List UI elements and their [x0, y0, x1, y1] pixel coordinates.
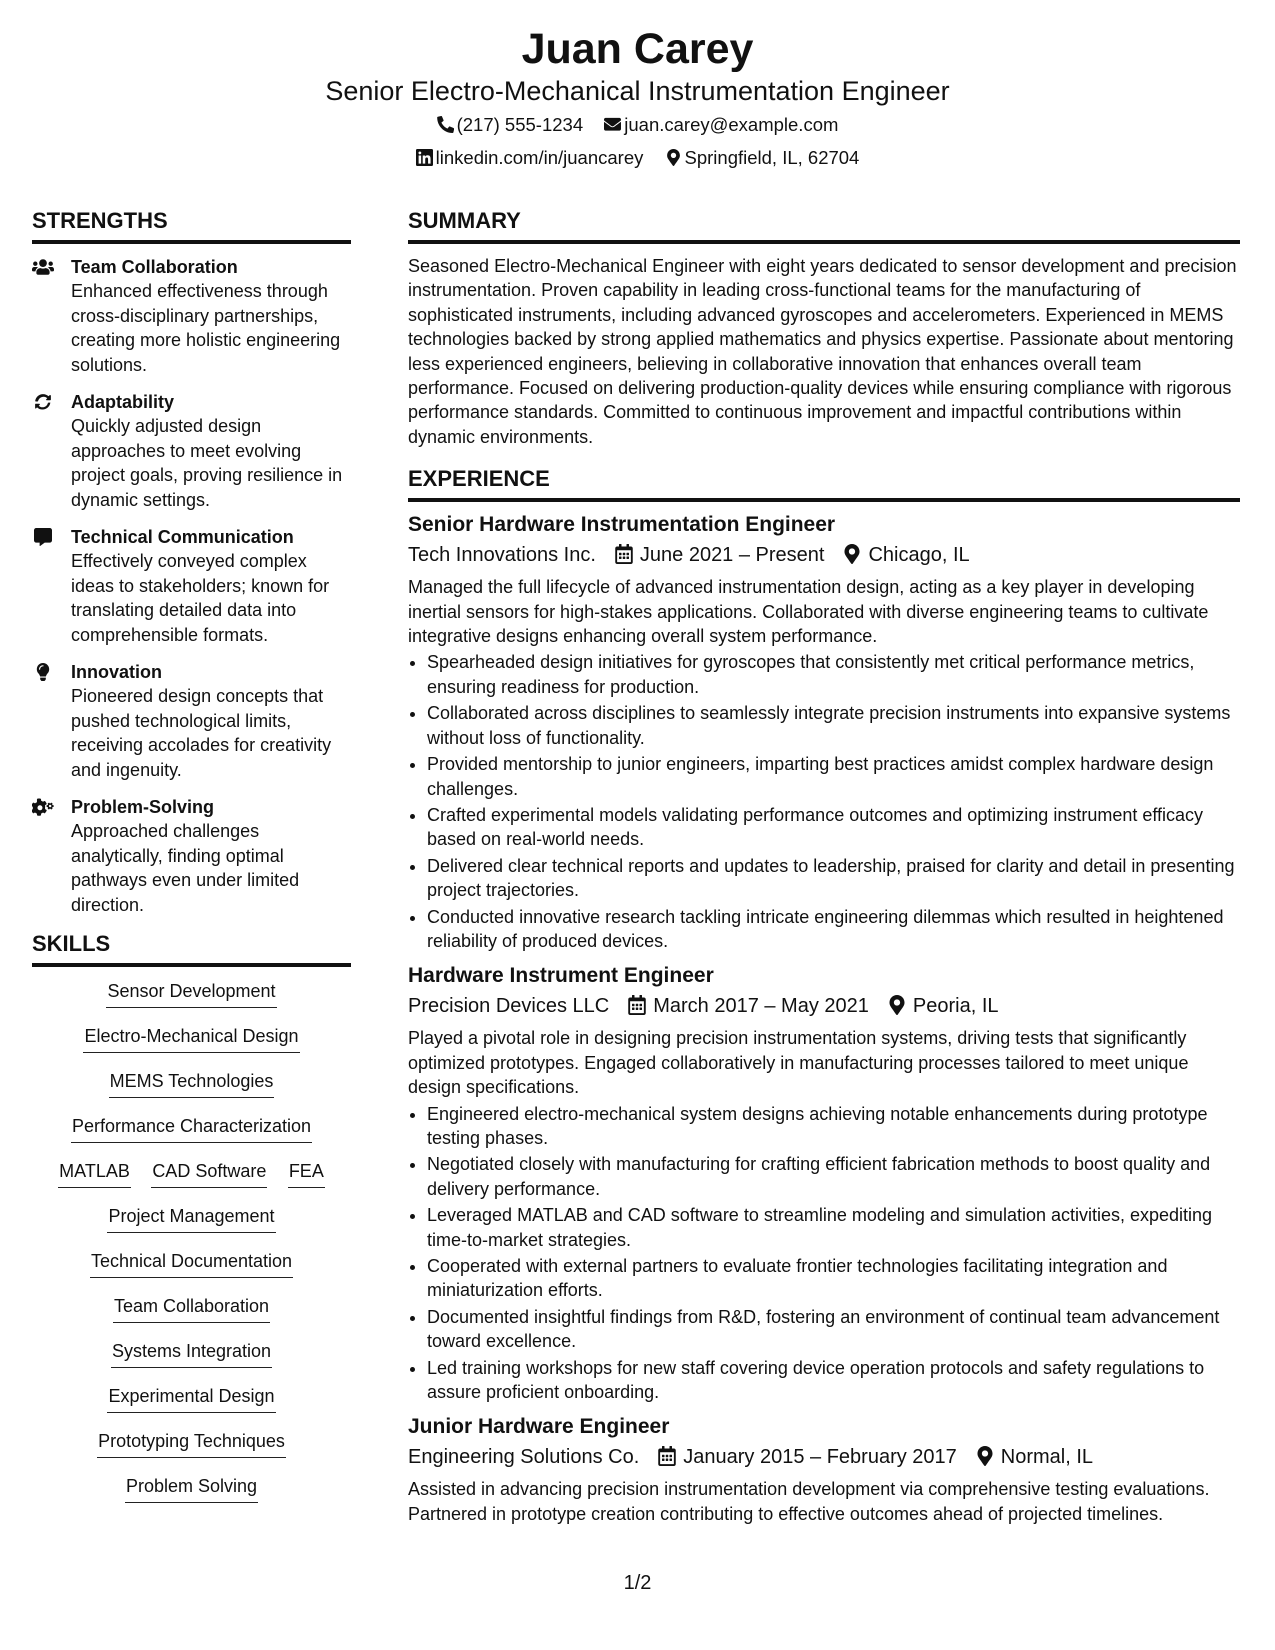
strength-title: Team Collaboration [71, 257, 238, 277]
skill-tag: Performance Characterization [71, 1114, 312, 1143]
job-meta [408, 991, 1240, 1021]
phone-text: (217) 555-1234 [456, 114, 584, 135]
job-title: Senior Hardware Instrumentation Engineer [408, 513, 836, 537]
job-entry [408, 1412, 1240, 1526]
candidate-name: Juan Carey [521, 25, 754, 73]
job-title: Junior Hardware Engineer [408, 1415, 670, 1439]
contact-row-2 [0, 146, 1275, 170]
skill-tag: Project Management [107, 1204, 275, 1233]
skill-tag: MATLAB [58, 1159, 131, 1188]
skill-tag: Technical Documentation [90, 1249, 293, 1278]
skills-section [32, 930, 351, 1519]
email-contact[interactable] [604, 113, 838, 137]
calendar-icon [657, 1445, 677, 1465]
strengths-list [32, 255, 351, 917]
job-dates: June 2021 – Present [639, 544, 825, 567]
summary-heading: SUMMARY [408, 207, 1240, 244]
bullet-item: • Cooperated with external partners to evaluate frontier technologies facilitating integration and miniaturization efforts. [427, 1254, 1240, 1303]
job-description: Assisted in advancing precision instrumentation development via comprehensive testing evaluations. Partnered in prototype creation contributing to effective outcomes ahead of projected timelines. [408, 1479, 1210, 1524]
strength-item [32, 525, 351, 647]
location-contact [665, 146, 860, 170]
linkedin-contact[interactable] [416, 146, 644, 170]
job-company: Precision Devices LLC [408, 995, 610, 1018]
map-marker-icon [842, 543, 862, 563]
strength-desc: Enhanced effectiveness through cross-disciplinary partnerships, creating more holistic engineering solutions. [71, 281, 341, 375]
strength-item [32, 795, 351, 917]
job-company: Tech Innovations Inc. [408, 544, 596, 567]
page-number: 1/2 [623, 1572, 652, 1594]
bullet-item: • Leveraged MATLAB and CAD software to streamline modeling and simulation activities, expediting time-to-market strategies. [427, 1203, 1240, 1252]
job-description: Played a pivotal role in designing precision instrumentation systems, driving tests that significantly optimized prototypes. Engaged collaboratively in manufacturing processes tailored to meet unique design specifications. [408, 1028, 1189, 1098]
job-bullets [408, 650, 1240, 953]
bullet-item: • Engineered electro-mechanical system designs achieving notable enhancements during prototype testing phases. [427, 1102, 1240, 1151]
job-entry [408, 510, 1240, 953]
phone-contact[interactable] [437, 113, 584, 137]
skill-tag: Prototyping Techniques [97, 1429, 286, 1458]
skill-tag: Systems Integration [111, 1339, 272, 1368]
strength-desc: Approached challenges analytically, finding optimal pathways even under limited direction. [71, 821, 300, 915]
job-location: Chicago, IL [868, 544, 970, 567]
bullet-item: • Delivered clear technical reports and updates to leadership, praised for clarity and detail in presenting project trajectories. [427, 854, 1240, 903]
sync-icon [32, 393, 54, 411]
map-marker-icon [975, 1445, 995, 1465]
bullet-item: • Conducted innovative research tackling intricate engineering dilemmas which resulted in heightened reliability of produced devices. [427, 905, 1240, 954]
strengths-heading: STRENGTHS [32, 207, 351, 244]
linkedin-text: linkedin.com/in/juancarey [435, 147, 644, 168]
bullet-item: • Led training workshops for new staff covering device operation protocols and safety regulations to assure proficient onboarding. [427, 1356, 1240, 1405]
users-icon [32, 258, 54, 276]
skill-tag: CAD Software [151, 1159, 267, 1188]
map-marker-icon [665, 149, 682, 166]
job-location: Normal, IL [1000, 1446, 1094, 1469]
candidate-headline: Senior Electro-Mechanical Instrumentation Engineer [325, 76, 950, 106]
skill-tag: Problem Solving [125, 1474, 258, 1503]
skills-list [32, 979, 351, 1519]
strength-desc: Quickly adjusted design approaches to meet evolving project goals, proving resilience in dynamic settings. [71, 416, 343, 510]
skills-heading: SKILLS [32, 930, 351, 967]
job-dates: March 2017 – May 2021 [653, 995, 869, 1018]
skill-tag: FEA [288, 1159, 325, 1188]
cogs-icon [32, 798, 54, 816]
job-location: Peoria, IL [912, 995, 999, 1018]
strength-desc: Pioneered design concepts that pushed technological limits, receiving accolades for creativity and ingenuity. [71, 686, 332, 780]
bullet-item: • Collaborated across disciplines to seamlessly integrate precision instruments into expansive systems without loss of functionality. [427, 701, 1240, 750]
strength-desc: Effectively conveyed complex ideas to stakeholders; known for translating detailed data into comprehensible formats. [71, 551, 330, 645]
right-column [408, 207, 1240, 1526]
skill-tag: Team Collaboration [113, 1294, 270, 1323]
bullet-item: • Documented insightful findings from R&D, fostering an environment of continual team advancement toward excellence. [427, 1305, 1240, 1354]
bullet-item: • Provided mentorship to junior engineers, imparting best practices amidst complex hardware design challenges. [427, 752, 1240, 801]
comment-icon [32, 528, 54, 546]
email-text: juan.carey@example.com [624, 114, 839, 135]
calendar-icon [627, 994, 647, 1014]
job-bullets [408, 1102, 1240, 1405]
summary-text: Seasoned Electro-Mechanical Engineer with eight years dedicated to sensor development and precision instrumentation. Proven capability in leading cross-functional teams for the manufacturing of sophisticated instruments, including advanced gyroscopes and accelerometers. Experienced in MEMS technologies backed by strong applied mathematics and physics expertise. Passionate about mentoring less experienced engineers, believing in collaborative innovation that enhances overall team performance. Focused on delivering production-quality devices while ensuring compliance with rigorous performance standards. Committed to continuous improvement and impactful contributions within dynamic environments. [408, 256, 1237, 447]
experience-heading: EXPERIENCE [408, 465, 1240, 502]
phone-icon [437, 116, 454, 133]
linkedin-icon [416, 149, 433, 166]
contact-row-1 [0, 113, 1275, 137]
skill-tag: Sensor Development [106, 979, 276, 1008]
left-column [32, 207, 351, 1519]
envelope-icon [604, 116, 621, 133]
job-description: Managed the full lifecycle of advanced instrumentation design, acting as a key player in developing inertial sensors for high-stakes applications. Collaborated with diverse engineering teams to cultivate integrative designs enhancing overall system performance. [408, 577, 1209, 647]
strength-title: Innovation [71, 662, 162, 682]
strength-title: Technical Communication [71, 527, 294, 547]
bullet-item: • Spearheaded design initiatives for gyroscopes that consistently met critical performance metrics, ensuring readiness for production. [427, 650, 1240, 699]
bullet-item: • Negotiated closely with manufacturing for crafting efficient fabrication methods to boost quality and delivery performance. [427, 1152, 1240, 1201]
job-meta [408, 540, 1240, 570]
strength-title: Adaptability [71, 392, 175, 412]
strength-item [32, 255, 351, 377]
job-dates: January 2015 – February 2017 [683, 1446, 957, 1469]
location-text: Springfield, IL, 62704 [684, 147, 860, 168]
job-meta [408, 1442, 1240, 1472]
bullet-item: • Crafted experimental models validating performance outcomes and optimizing instrument efficacy based on real-world needs. [427, 803, 1240, 852]
experience-section [408, 465, 1240, 1526]
job-title: Hardware Instrument Engineer [408, 964, 714, 988]
skill-tag: Electro-Mechanical Design [83, 1024, 299, 1053]
job-company: Engineering Solutions Co. [408, 1446, 640, 1469]
strength-title: Problem-Solving [71, 797, 215, 817]
skill-tag: Experimental Design [107, 1384, 275, 1413]
map-marker-icon [887, 994, 907, 1014]
job-entry [408, 961, 1240, 1404]
lightbulb-icon [32, 663, 54, 681]
strength-item [32, 390, 351, 512]
skill-tag: MEMS Technologies [109, 1069, 275, 1098]
calendar-icon [614, 543, 634, 563]
strength-item [32, 660, 351, 782]
